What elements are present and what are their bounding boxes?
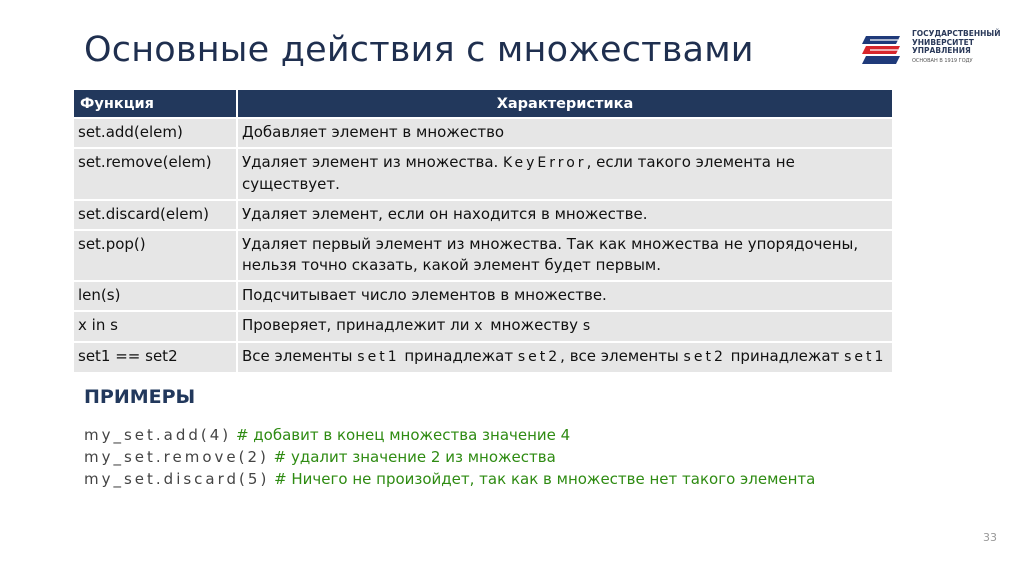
- desc-text: множеству: [485, 316, 583, 334]
- row-description: [237, 148, 893, 200]
- row-description: [237, 342, 893, 373]
- logo-line-1: ГОСУДАРСТВЕННЫЙ: [912, 29, 1001, 38]
- table-row: [73, 118, 893, 148]
- row-function: set.add(elem): [73, 118, 237, 148]
- example-comment: # удалит значение 2 из множества: [268, 448, 556, 466]
- example-comment: # добавит в конец множества значение 4: [231, 426, 571, 444]
- example-code: my_set.remove(2): [84, 448, 269, 466]
- row-description: Удаляет первый элемент из множества. Так как множества не упорядочены, нельзя точно сказать, какой элемент будет первым.: [237, 230, 893, 281]
- row-function: set.discard(elem): [73, 200, 237, 230]
- logo-line-4: ОСНОВАН В 1919 ГОДУ: [912, 57, 973, 64]
- desc-code: set1: [357, 349, 400, 365]
- example-line: [84, 468, 815, 490]
- examples-heading: ПРИМЕРЫ: [84, 386, 196, 408]
- row-function: set.pop(): [73, 230, 237, 281]
- desc-text: Удаляет элемент из множества.: [242, 153, 504, 171]
- row-function: set1 == set2: [73, 342, 237, 373]
- page-number: 33: [983, 531, 997, 544]
- university-logo: [860, 30, 1000, 70]
- table-row: [73, 148, 893, 200]
- table-row: [73, 230, 893, 281]
- desc-text: Все элементы: [242, 347, 358, 365]
- header-function: Функция: [73, 89, 237, 118]
- table-row: [73, 281, 893, 311]
- table-row: [73, 311, 893, 342]
- table-row: [73, 342, 893, 373]
- example-code: my_set.discard(5): [84, 470, 270, 488]
- row-description: [237, 311, 893, 342]
- row-description: Добавляет элемент в множество: [237, 118, 893, 148]
- example-comment: # Ничего не произойдет, так как в множестве нет такого элемента: [269, 470, 816, 488]
- logo-line-2: УНИВЕРСИТЕТ: [912, 37, 974, 47]
- desc-text: Проверяет, принадлежит ли: [242, 316, 475, 334]
- desc-code: set2: [517, 349, 561, 365]
- desc-code: KeyError: [503, 155, 587, 171]
- logo-line-3: УПРАВЛЕНИЯ: [912, 46, 971, 55]
- desc-code: set1: [844, 349, 887, 365]
- row-description: Удаляет элемент, если он находится в множестве.: [237, 200, 893, 230]
- functions-table: [72, 88, 894, 374]
- slide-title: Основные действия с множествами: [84, 30, 754, 70]
- table-row: [73, 200, 893, 230]
- desc-text: принадлежат: [725, 347, 845, 365]
- row-description: Подсчитывает число элементов в множестве.: [237, 281, 893, 311]
- example-line: [84, 424, 815, 446]
- example-line: [84, 446, 815, 468]
- table-header-row: [73, 89, 893, 118]
- header-characteristic: Характеристика: [237, 89, 893, 118]
- row-function: set.remove(elem): [73, 148, 237, 200]
- desc-text: принадлежат: [399, 347, 518, 365]
- row-function: len(s): [73, 281, 237, 311]
- desc-code: set2: [683, 349, 726, 365]
- desc-text: , если такого элемента не существует.: [242, 153, 795, 193]
- university-logo-icon: [860, 32, 904, 66]
- example-code: my_set.add(4): [84, 426, 232, 444]
- desc-code: s: [582, 318, 594, 334]
- desc-code: x: [474, 318, 486, 334]
- desc-text: , все элементы: [560, 347, 684, 365]
- row-function: x in s: [73, 311, 237, 342]
- examples-block: [84, 424, 815, 490]
